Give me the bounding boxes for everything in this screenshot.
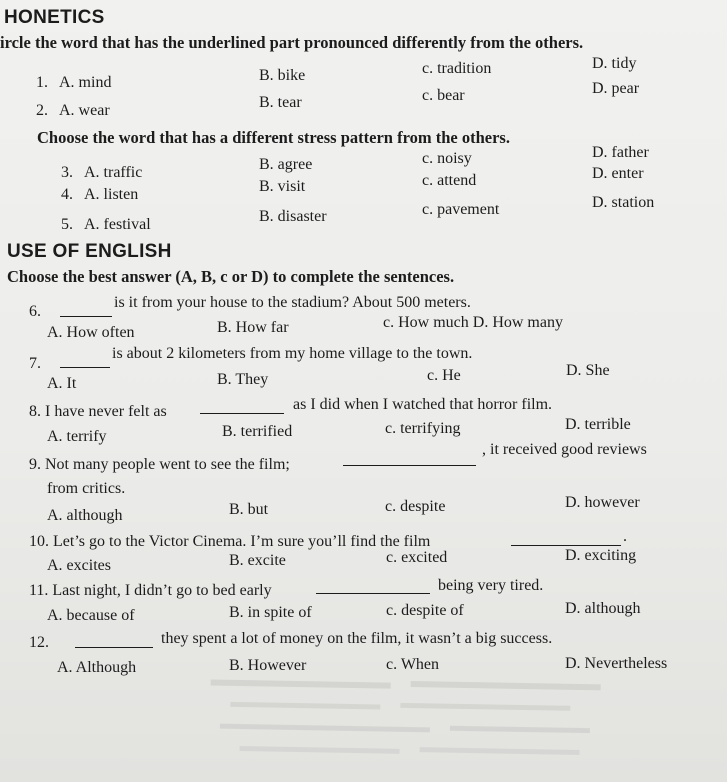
answer-blank[interactable] [60,353,110,368]
question-number: 2. [36,102,48,119]
option-b[interactable]: B. However [229,657,307,674]
english-instruction: Choose the best answer (A, B, c or D) to complete the sentences. [7,267,455,286]
question-number: 5. [61,216,73,233]
option-d[interactable]: D. Nevertheless [565,655,668,672]
option-b[interactable]: B. terrified [222,423,293,440]
option-c-d[interactable]: c. How much D. How many [383,314,563,331]
question-text-end: . [623,528,627,545]
question-text: 11. Last night, I didn’t go to bed early [29,582,272,599]
answer-blank[interactable] [75,633,153,648]
question-number: 7. [29,355,41,372]
option-c[interactable]: c. pavement [422,201,500,218]
question-text: is it from your house to the stadium? About 500 meters. [114,294,471,311]
option-c[interactable]: c. despite of [386,602,464,619]
option-d[interactable]: D. pear [592,80,640,97]
phonetics-instruction: ircle the word that has the underlined part pronounced differently from the others. [0,33,584,52]
option-b[interactable]: B. agree [259,156,313,173]
answer-blank[interactable] [343,451,476,466]
option-d[interactable]: D. terrible [565,416,631,433]
option-b[interactable]: B. disaster [259,208,327,225]
option-c[interactable]: c. When [386,656,440,673]
section-title-use-of-english: USE OF ENGLISH [7,241,172,262]
option-d[interactable]: D. father [592,144,649,161]
option-d[interactable]: D. however [565,494,640,511]
option-a[interactable]: A. wear [59,102,110,119]
question-number: 12. [29,634,49,651]
option-c[interactable]: c. despite [385,498,446,515]
question-text: 9. Not many people went to see the film; [29,456,290,473]
answer-blank[interactable] [200,399,284,414]
option-a[interactable]: A. although [47,507,123,524]
option-a[interactable]: A. excites [47,557,111,574]
option-a[interactable]: A. How often [47,324,135,341]
option-b[interactable]: B. but [229,501,269,518]
question-text: they spent a lot of money on the film, it wasn’t a big success. [161,630,553,647]
answer-blank[interactable] [511,531,621,546]
question-number: 3. [61,164,73,181]
option-b[interactable]: B. in spite of [229,604,312,621]
question-text: 8. I have never felt as [29,403,167,420]
bleed-through-texture [199,671,621,778]
question-text-end: being very tired. [438,577,544,594]
question-text-end: as I did when I watched that horror film. [293,396,553,413]
option-c[interactable]: c. tradition [422,60,492,77]
option-b[interactable]: B. They [217,371,269,388]
stress-instruction: Choose the word that has a different stress pattern from the others. [37,128,510,147]
question-number: 6. [29,303,41,320]
option-d[interactable]: D. She [566,362,610,379]
answer-blank[interactable] [60,302,112,317]
option-a[interactable]: A. festival [84,216,151,233]
option-c[interactable]: c. He [427,367,461,384]
option-b[interactable]: B. visit [259,178,306,195]
question-number: 1. [36,74,48,91]
option-a[interactable]: A. listen [84,186,139,203]
option-a[interactable]: A. terrify [47,428,107,445]
option-c[interactable]: c. noisy [422,150,472,167]
section-title-phonetics: HONETICS [4,7,105,28]
answer-blank[interactable] [316,579,430,594]
question-number: 4. [61,186,73,203]
option-a[interactable]: A. because of [47,607,135,624]
option-a[interactable]: A. It [47,375,77,392]
option-d[interactable]: D. enter [592,165,644,182]
option-a[interactable]: A. mind [59,74,112,91]
question-text: 10. Let’s go to the Victor Cinema. I’m sure you’ll find the film [29,533,431,550]
option-c[interactable]: c. terrifying [385,420,461,437]
option-d[interactable]: D. exciting [565,547,637,564]
question-text-end: , it received good reviews [482,441,647,458]
option-c[interactable]: c. excited [386,549,448,566]
option-d[interactable]: D. tidy [592,55,637,72]
question-text-continuation: from critics. [47,480,126,497]
option-d[interactable]: D. although [565,600,641,617]
question-text: is about 2 kilometers from my home village to the town. [112,345,473,362]
option-b[interactable]: B. How far [217,319,289,336]
option-a[interactable]: A. traffic [84,164,143,181]
option-c[interactable]: c. bear [422,87,465,104]
option-c[interactable]: c. attend [422,172,477,189]
option-b[interactable]: B. excite [229,552,286,569]
option-a[interactable]: A. Although [57,659,137,676]
option-b[interactable]: B. tear [259,94,302,111]
option-b[interactable]: B. bike [259,67,306,84]
option-d[interactable]: D. station [592,194,655,211]
